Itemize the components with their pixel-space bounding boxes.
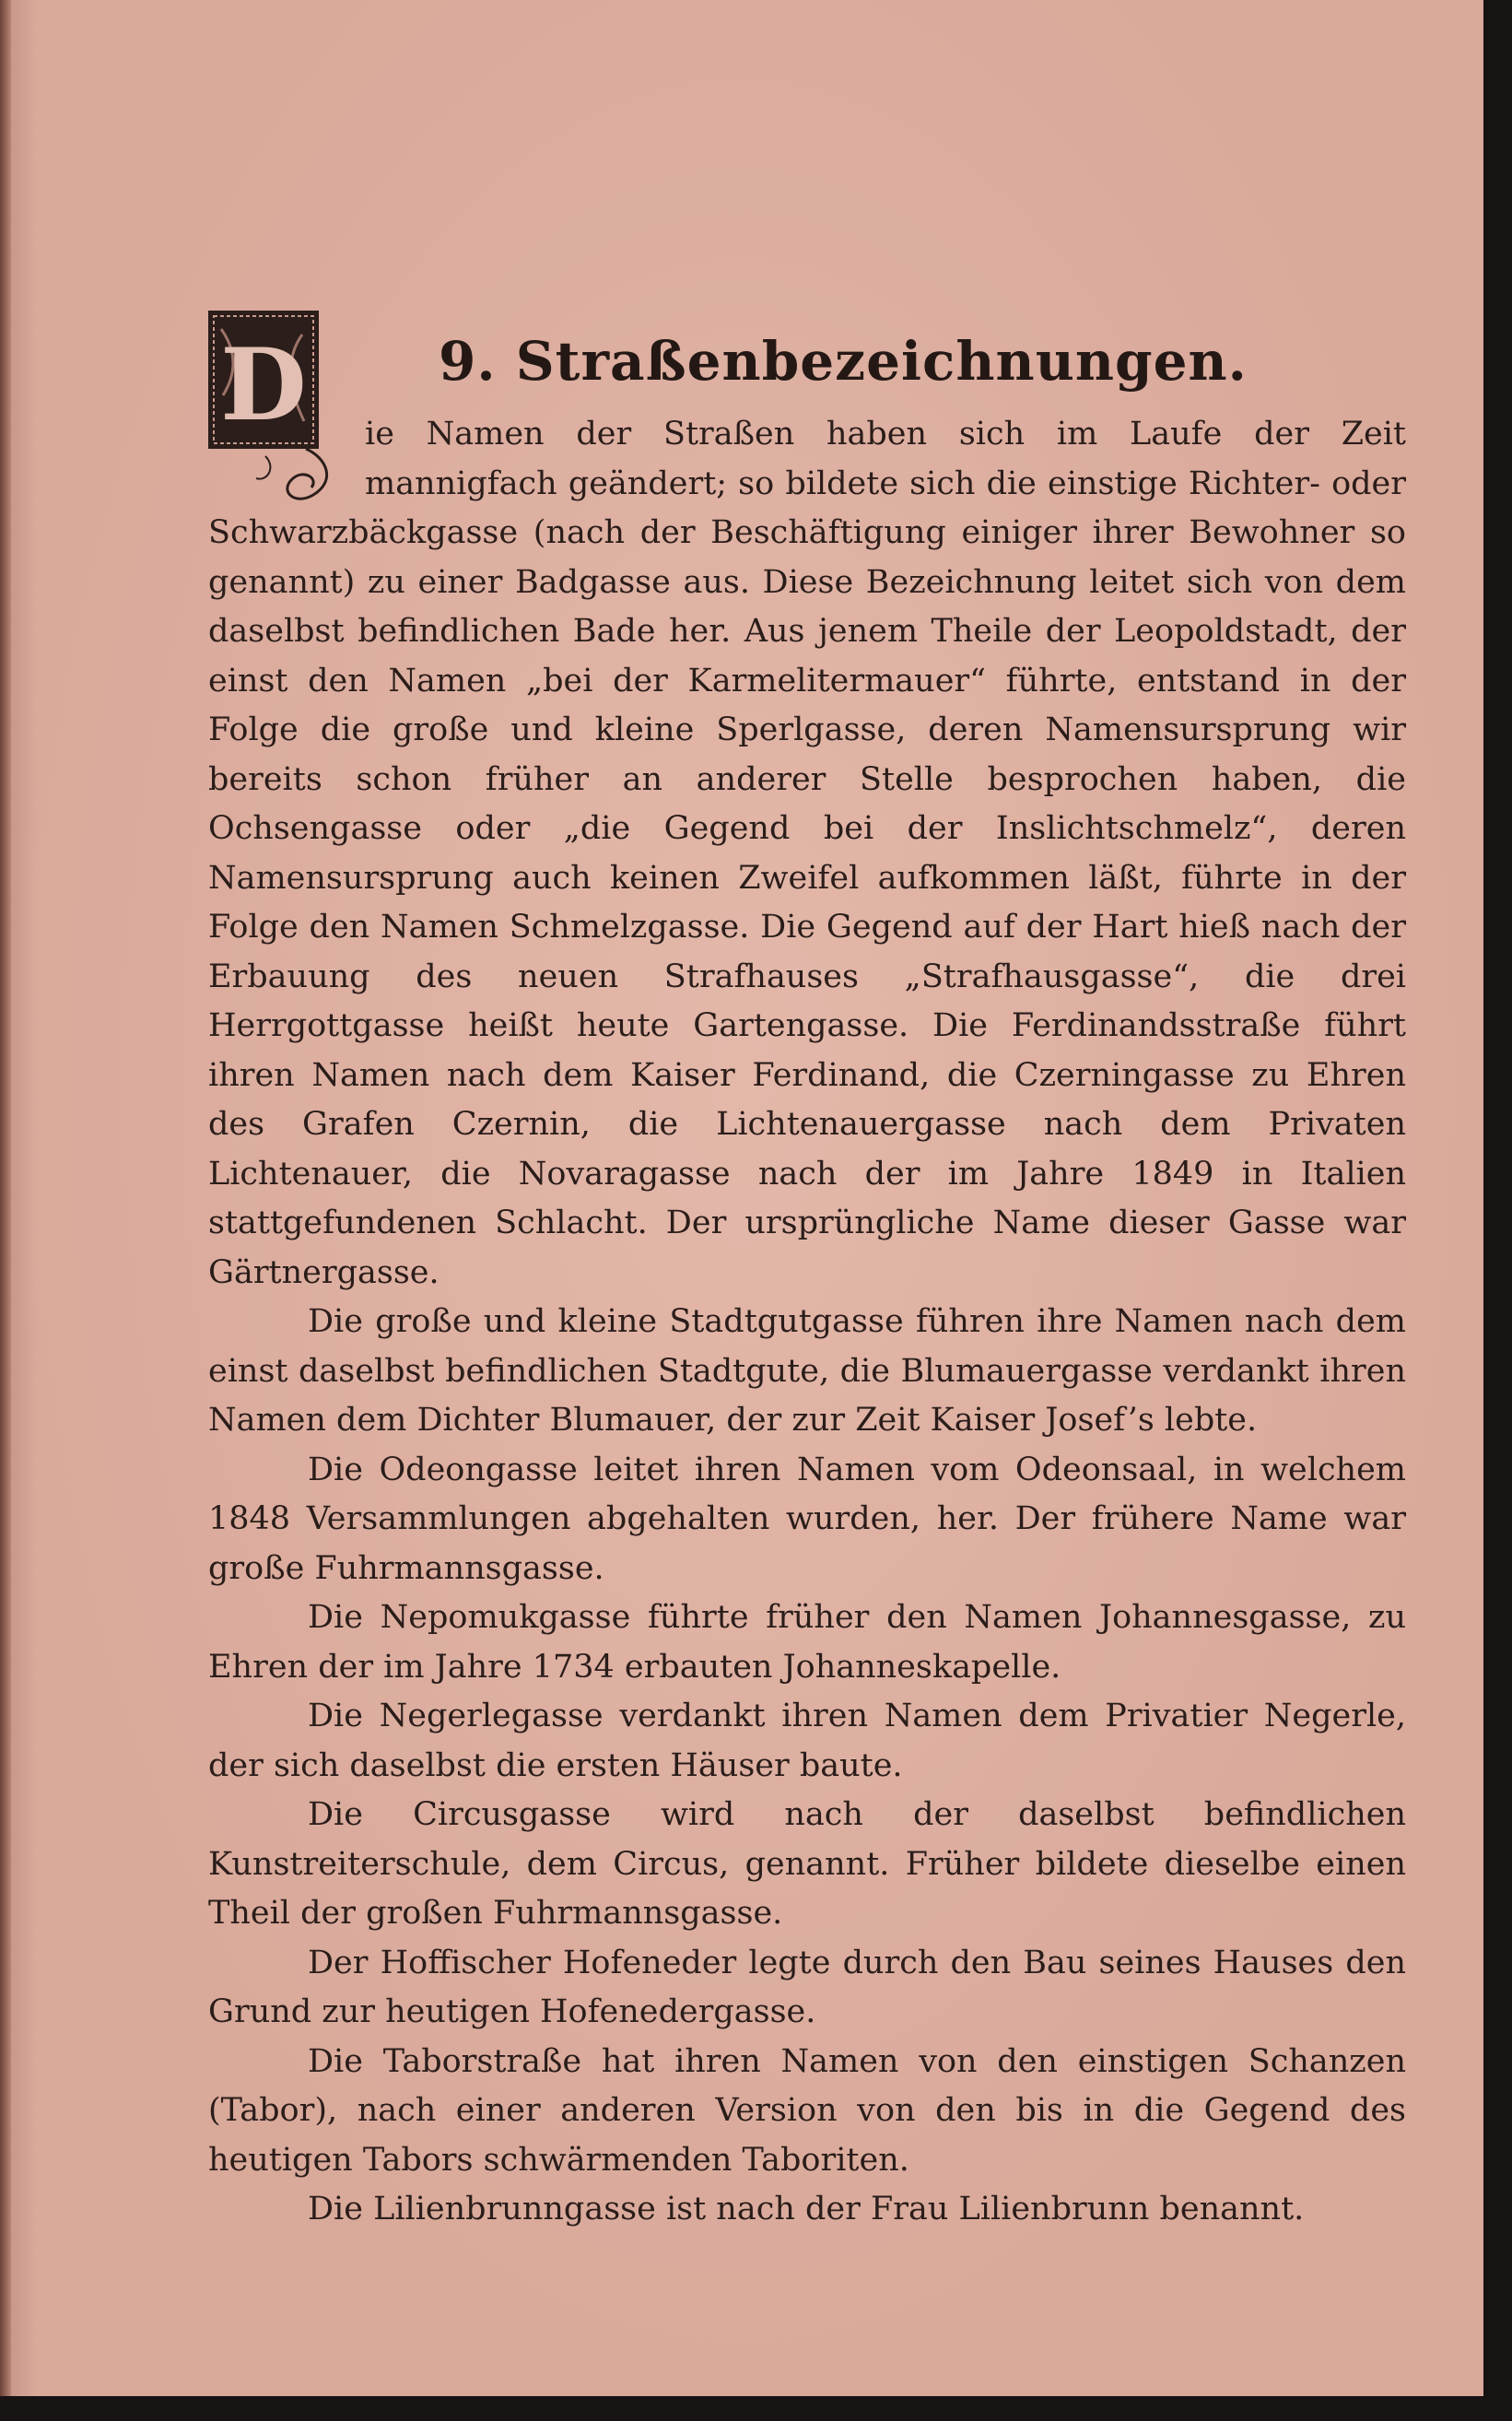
paragraph-8: Die Taborstraße hat ihren Namen von den einstigen Schanzen (Tabor), nach einer anderen Version von den bis in die Gegend des heutigen Tabors schwärmenden Taboriten.: [208, 2042, 1406, 2179]
decorated-initial-d: [203, 311, 341, 509]
paragraph-7: Der Hoffischer Hofeneder legte durch den Bau seines Hauses den Grund zur heutigen Hofenedergasse.: [208, 1944, 1406, 2030]
paragraph-9: Die Lilienbrunngasse ist nach der Frau Lilienbrunn benannt.: [308, 2191, 1305, 2227]
paragraph-3: Die Odeongasse leitet ihren Namen vom Odeonsaal, in welchem 1848 Versammlungen abgehalten wurden, her. Der frühere Name war große Fuhrmannsgasse.: [208, 1451, 1406, 1587]
paragraph-5: Die Negerlegasse verdankt ihren Namen dem Privatier Negerle, der sich daselbst die ersten Häuser baute.: [208, 1698, 1406, 1784]
page-binding-edge: [0, 0, 11, 2396]
paragraph-6: Die Circusgasse wird nach der daselbst befindlichen Kunstreiterschule, dem Circus, genannt. Früher bildete dieselbe einen Theil der großen Fuhrmannsgasse.: [208, 1796, 1406, 1932]
page-text: [208, 313, 1406, 2235]
initial-letter: D: [220, 327, 307, 443]
paragraph-1-text: ie Namen der Straßen haben sich im Laufe der Zeit mannigfach geändert; so bildete sich die einstige Richter- oder Schwarzbäckgasse (nach der Beschäftigung einiger ihrer Bewohner so genannt) zu einer Badgasse aus. Diese Bezeichnung leitet sich von dem daselbst befindlichen Bade her. Aus jenem Theile der Leopoldstadt, der einst den Namen „bei der Karmelitermauer“ führte, entstand in der Folge die große und kleine Sperlgasse, deren Namensursprung wir bereits schon früher an anderer Stelle besprochen haben, die Ochsengasse oder „die Gegend bei der Inslichtschmelz“, deren Namensursprung auch keinen Zweifel aufkommen läßt, führte in der Folge den Namen Schmelzgasse. Die Gegend auf der Hart hieß nach der Erbauung des neuen Strafhauses „Strafhausgasse“, die drei Herrgottgasse heißt heute Gartengasse. Die Ferdinandsstraße führt ihren Namen nach dem Kaiser Ferdinand, die Czerningasse zu Ehren des Grafen Czernin, die Lichtenauergasse nach dem Privaten Lichtenauer, die Novaragasse nach der im Jahre 1849 in Italien stattgefundenen Schlacht. Der ursprüngliche Name dieser Gasse war Gärtnergasse.: [208, 416, 1406, 1291]
chapter-heading: [208, 313, 1406, 410]
chapter-title: Straßenbezeichnungen.: [515, 330, 1248, 393]
paragraph-4: Die Nepomukgasse führte früher den Namen Johannesgasse, zu Ehren der im Jahre 1734 erbauten Johanneskapelle.: [208, 1599, 1406, 1686]
chapter-number: 9.: [439, 330, 497, 393]
paragraph-2: Die große und kleine Stadtgutgasse führen ihre Namen nach dem einst daselbst befindlichen Stadtgute, die Blumauergasse verdankt ihren Namen dem Dichter Blumauer, der zur Zeit Kaiser Josef’s lebte.: [208, 1303, 1406, 1439]
